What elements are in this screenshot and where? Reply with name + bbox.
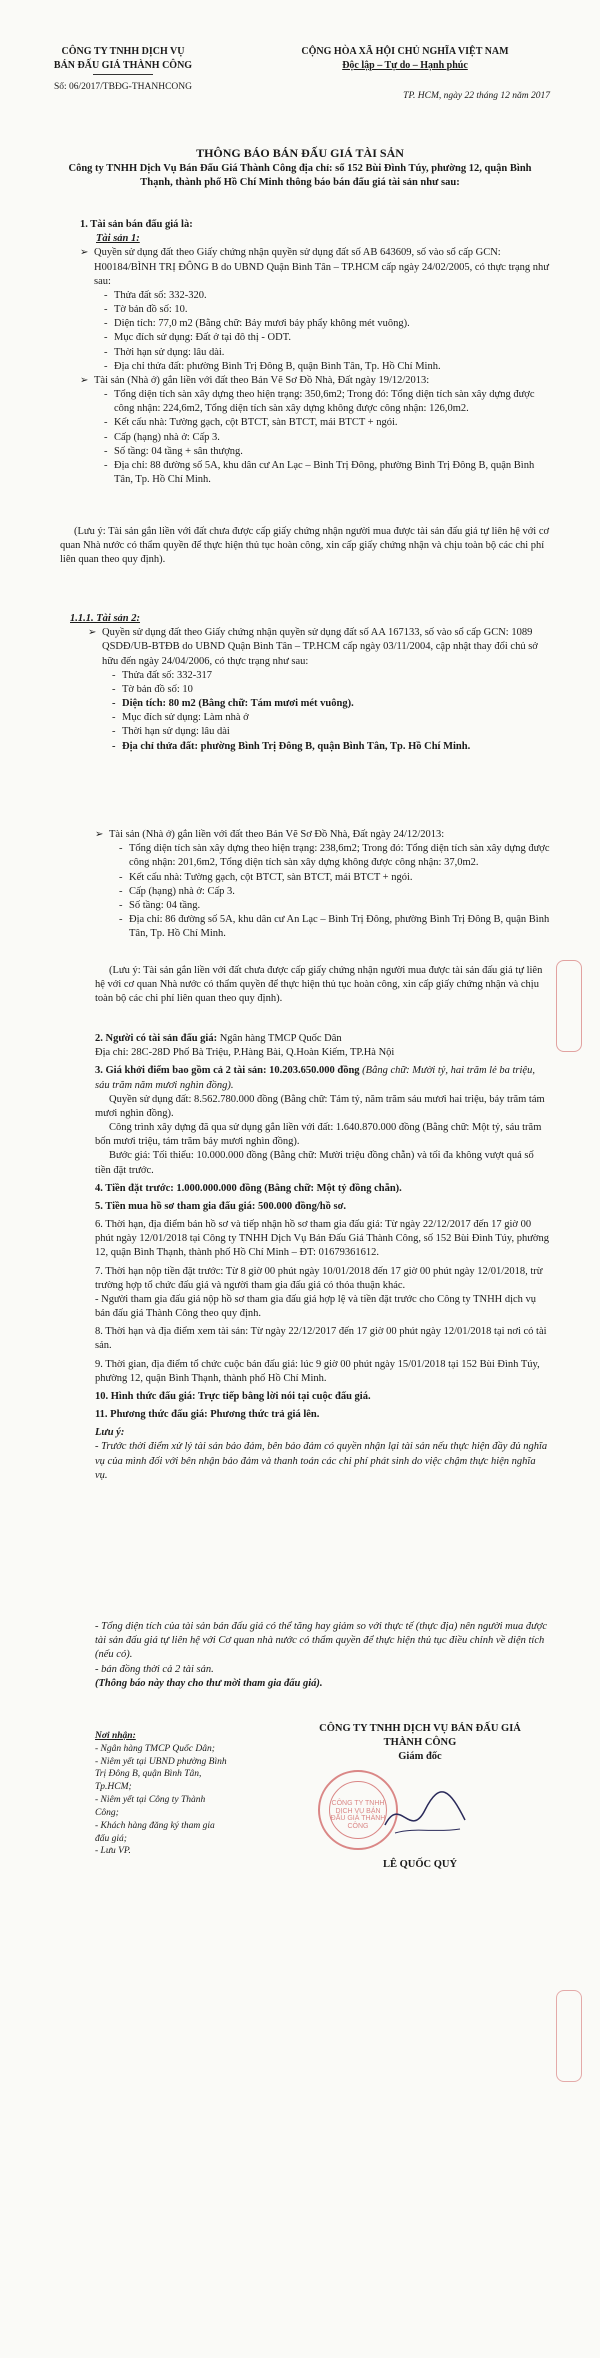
asset-2-item: - Địa chỉ thửa đất: phường Bình Trị Đông B, quận Bình Tân, Tp. Hồ Chí Minh. bbox=[110, 740, 550, 754]
asset-2-note bbox=[95, 964, 550, 1007]
section-3-label: 3. Giá khởi điểm bao gồm cả 2 tài sản: 10.203.650.000 đồng bbox=[95, 1065, 360, 1077]
asset-2-house: ➢ Tài sản (Nhà ở) gắn liền với đất theo Bản Vẽ Sơ Đồ Nhà, Đất ngày 24/12/2013: bbox=[95, 828, 550, 842]
asset-2-house-item: - Tổng diện tích sàn xây dựng theo hiện trạng: 238,6m2; Trong đó: Tổng diện tích sàn xây dựng được công nhận: 201,6m2, Tổng diện tích sàn xây dựng không được công nhận: 37,0m2. bbox=[117, 842, 550, 870]
asset-2-house-item: - Số tầng: 04 tầng. bbox=[117, 899, 550, 913]
section-2-address: Địa chỉ: 28C-28D Phố Bà Triệu, P.Hàng Bài, Q.Hoàn Kiếm, TP.Hà Nội bbox=[95, 1047, 395, 1059]
section-8: 8. Thời hạn và địa điểm xem tài sản: Từ ngày 22/12/2017 đến 17 giờ 00 phút ngày 12/01/2018 tại nơi có tài sản. bbox=[95, 1326, 547, 1352]
sections-2-11 bbox=[95, 1032, 550, 1483]
asset-2-house-item: - Cấp (hạng) nhà ở: Cấp 3. bbox=[117, 885, 550, 899]
side-stamp-icon bbox=[556, 960, 582, 1052]
notes-item: - Tổng diện tích của tài sản bán đấu giá có thể tăng hay giảm so với thực tế (thực địa) nên người mua được tài sản đấu giá tự liên hệ với Cơ quan nhà nước có thẩm quyền để thực hiện thủ tục điều chỉnh về diện tích (nếu có). bbox=[95, 1621, 548, 1661]
section-3-step: Bước giá: Tối thiểu: 10.000.000 đồng (Bằng chữ: Mười triệu đồng chẵn) và tối đa không vượt quá số tiền đặt trước. bbox=[95, 1150, 534, 1176]
side-stamp-icon bbox=[556, 1990, 582, 2082]
asset-1-house-item: - Số tầng: 04 tầng + sân thượng. bbox=[102, 445, 550, 459]
asset-1-label: Tài sản 1: bbox=[96, 233, 140, 245]
asset-1-house-item: - Cấp (hạng) nhà ở: Cấp 3. bbox=[102, 431, 550, 445]
notes-item: - bán đồng thời cả 2 tài sản. bbox=[95, 1663, 214, 1675]
signature-block bbox=[300, 1722, 540, 1765]
asset-1-item: - Thửa đất số: 332-320. bbox=[102, 289, 550, 303]
section-9: 9. Thời gian, địa điểm tổ chức cuộc bán đấu giá: lúc 9 giờ 00 phút ngày 15/01/2018 tại 152 Bùi Đình Túy, phường 12, quận Bình Thạnh, thành phố Hồ Chí Minh. bbox=[95, 1358, 540, 1384]
recipients-heading: Nơi nhận: bbox=[95, 1731, 136, 1741]
section-3-land: Quyền sử dụng đất: 8.562.780.000 đồng (Bằng chữ: Tám tỷ, năm trăm sáu mươi hai triệu, bảy trăm tám mươi nghìn đồng). bbox=[95, 1093, 545, 1119]
asset-2-item: - Thửa đất số: 332-317 bbox=[110, 669, 550, 683]
asset-1-item: - Diện tích: 77,0 m2 (Bằng chữ: Bảy mươi bảy phẩy không mét vuông). bbox=[102, 317, 550, 331]
asset-2-label: 1.1.1. Tài sản 2: bbox=[70, 613, 141, 624]
section-1 bbox=[80, 218, 550, 487]
asset-1-house-item: - Tổng diện tích sàn xây dựng theo hiện trạng: 350,6m2; Trong đó: Tổng diện tích sàn xây dựng được công nhận: 224,6m2, Tổng diện tích sàn xây dựng không được công nhận: 126,0m2. bbox=[102, 388, 550, 416]
doc-number: Số: 06/2017/TBĐG-THANHCONG bbox=[53, 82, 192, 92]
asset-2-item: - Tờ bản đồ số: 10 bbox=[110, 683, 550, 697]
document-title: THÔNG BÁO BÁN ĐẤU GIÁ TÀI SẢN bbox=[196, 146, 404, 160]
nation-title: CỘNG HÒA XÃ HỘI CHỦ NGHĨA VIỆT NAM bbox=[301, 46, 509, 57]
doc-date: TP. HCM, ngày 22 tháng 12 năm 2017 bbox=[403, 91, 550, 101]
signer-name: LÊ QUỐC QUÝ bbox=[382, 1859, 458, 1870]
section-2-value: Ngân hàng TMCP Quốc Dân bbox=[217, 1033, 342, 1044]
asset-2-item: - Mục đích sử dụng: Làm nhà ở bbox=[110, 711, 550, 725]
recipient-item: - Ngân hàng TMCP Quốc Dân; bbox=[95, 1743, 215, 1754]
asset-2-item: - Diện tích: 80 m2 (Bằng chữ: Tám mươi mét vuông). bbox=[110, 697, 550, 711]
asset-2-house-item: - Kết cấu nhà: Tường gạch, cột BTCT, sàn BTCT, mái BTCT + ngói. bbox=[117, 871, 550, 885]
asset-2 bbox=[70, 612, 550, 754]
asset-2-house-block bbox=[95, 828, 550, 941]
note-text: (Lưu ý: Tài sản gắn liền với đất chưa được cấp giấy chứng nhận người mua được tài sản đấu giá tự liên hệ với cơ quan Nhà nước có thẩm quyền để thực hiện thủ tục hoàn công, xin cấp giấy chứng nhận và chịu toàn bộ các chi phí liên quan theo quy định). bbox=[60, 526, 550, 566]
section-5: 5. Tiền mua hồ sơ tham gia đấu giá: 500.000 đồng/hồ sơ. bbox=[95, 1200, 347, 1212]
signature-company: CÔNG TY TNHH DỊCH VỤ BÁN ĐẤU GIÁ THÀNH CÔNG bbox=[319, 1723, 521, 1749]
section-3-works: Công trình xây dựng đã qua sử dụng gắn liền với đất: 1.640.870.000 đồng (Bằng chữ: Một tỷ, sáu trăm bốn mươi triệu, tám trăm bảy mươi nghìn đồng). bbox=[95, 1122, 542, 1148]
nation-motto: Độc lập – Tự do – Hạnh phúc bbox=[342, 59, 468, 71]
notes-extra bbox=[95, 1620, 550, 1691]
recipient-item: - Niêm yết tại UBND phường Bình Trị Đông B, quận Bình Tân, Tp.HCM; bbox=[95, 1756, 227, 1793]
asset-1-description: ➢ Quyền sử dụng đất theo Giấy chứng nhận quyền sử dụng đất số AB 643609, số vào sổ cấp GCN: H00184/BÌNH TRỊ ĐÔNG B do UBND Quận Bình Tân – TP.HCM cấp ngày 24/02/2005, có thực trạng như sau: bbox=[80, 246, 550, 289]
asset-2-house-item: - Địa chỉ: 86 đường số 5A, khu dân cư An Lạc – Bình Trị Đông, phường Bình Trị Đông B, quận Bình Tân, Tp. Hồ Chí Minh. bbox=[117, 913, 550, 941]
recipients bbox=[95, 1730, 230, 1858]
asset-1-item: - Địa chỉ thửa đất: phường Bình Trị Đông B, quận Bình Tân, Tp. Hồ Chí Minh. bbox=[102, 360, 550, 374]
header-divider bbox=[93, 74, 153, 75]
asset-1-house: ➢ Tài sản (Nhà ở) gắn liền với đất theo Bản Vẽ Sơ Đồ Nhà, Đất ngày 19/12/2013: bbox=[80, 374, 550, 388]
asset-2-description: ➢ Quyền sử dụng đất theo Giấy chứng nhận quyền sử dụng đất số AA 167133, số vào sổ cấp GCN: 1089 QSDĐ/UB-BTĐB do UBND Quận Bình Tân – TP.HCM cấp ngày 03/11/2004, cập nhật thay đổi chủ sở hữu đến ngày 24/04/2006, có thực trạng như sau: bbox=[88, 626, 550, 669]
recipient-item: - Khách hàng đăng ký tham gia đấu giá; bbox=[95, 1820, 215, 1844]
section-6: 6. Thời hạn, địa điểm bán hồ sơ và tiếp nhận hồ sơ tham gia đấu giá: Từ ngày 22/12/2017 đến 17 giờ 00 phút ngày 12/01/2018 tại Công ty TNHH Dịch Vụ Bán Đấu Giá Thành Công, số 152 Bùi Đình Túy, phường 12, quận Bình Thạnh, thành phố Hồ Chí Minh – ĐT: 01679361612. bbox=[95, 1219, 549, 1259]
notes-heading: Lưu ý: bbox=[95, 1427, 125, 1439]
section-3-words: (Bằng chữ: Mười tỷ, hai trăm lẻ ba triệu, sáu trăm năm mươi nghìn đồng). bbox=[95, 1065, 535, 1091]
section-11: 11. Phương thức đấu giá: Phương thức trả giá lên. bbox=[95, 1409, 320, 1421]
intro-paragraph: Công ty TNHH Dịch Vụ Bán Đấu Giá Thành Công địa chỉ: số 152 Bùi Đình Túy, phường 12, quận Bình Thạnh, thành phố Hồ Chí Minh thông báo bán đấu giá tài sản như sau: bbox=[68, 163, 532, 189]
asset-1-item: - Tờ bản đồ số: 10. bbox=[102, 303, 550, 317]
asset-1-note bbox=[60, 525, 550, 568]
seal-text: CÔNG TY TNHH DỊCH VỤ BÁN ĐẤU GIÁ THÀNH CÔNG bbox=[330, 1800, 386, 1831]
header-company bbox=[38, 45, 208, 94]
company-line1: CÔNG TY TNHH DỊCH VỤ bbox=[61, 46, 185, 57]
section-10: 10. Hình thức đấu giá: Trực tiếp bằng lời nói tại cuộc đấu giá. bbox=[95, 1390, 371, 1402]
asset-1-item: - Mục đích sử dụng: Đất ở tại đô thị - ODT. bbox=[102, 331, 550, 345]
signature-role: Giám đốc bbox=[398, 1751, 442, 1763]
section-2-label: 2. Người có tài sản đấu giá: bbox=[95, 1033, 218, 1044]
asset-2-item: - Thời hạn sử dụng: lâu dài bbox=[110, 725, 550, 739]
section-3 bbox=[95, 1064, 550, 1092]
signature-scribble-icon bbox=[380, 1785, 470, 1845]
section-7: 7. Thời hạn nộp tiền đặt trước: Từ 8 giờ 00 phút ngày 10/01/2018 đến 17 giờ 00 phút ngày 12/01/2018, trừ trường hợp tổ chức đấu giá và người tham gia đấu giá có thỏa thuận khác. bbox=[95, 1265, 543, 1291]
recipient-item: - Lưu VP. bbox=[95, 1846, 131, 1857]
asset-1-house-item: - Địa chỉ: 88 đường số 5A, khu dân cư An Lạc – Bình Trị Đông, phường Bình Trị Đông B, quận Bình Tân, Tp. Hồ Chí Minh. bbox=[102, 459, 550, 487]
notes-closing: (Thông báo này thay cho thư mời tham gia đấu giá). bbox=[95, 1677, 323, 1689]
section-1-heading: 1. Tài sản bán đấu giá là: bbox=[80, 219, 193, 230]
section-4: 4. Tiền đặt trước: 1.000.000.000 đồng (Bằng chữ: Một tỷ đồng chẵn). bbox=[95, 1182, 402, 1194]
company-line2: BÁN ĐẤU GIÁ THÀNH CÔNG bbox=[53, 59, 193, 71]
header-nation bbox=[240, 45, 570, 103]
note-text: (Lưu ý: Tài sản gắn liền với đất chưa được cấp giấy chứng nhận người mua được tài sản đấu giá tự liên hệ với cơ quan Nhà nước có thẩm quyền để thực hiện thủ tục hoàn công, xin cấp giấy chứng nhận và chịu toàn bộ các chi phí liên quan theo quy định). bbox=[95, 965, 543, 1005]
asset-1-house-item: - Kết cấu nhà: Tường gạch, cột BTCT, sàn BTCT, mái BTCT + ngói. bbox=[102, 416, 550, 430]
notes-item: - Trước thời điểm xử lý tài sản bảo đảm, bên bảo đảm có quyền nhận lại tài sản nếu thực hiện đầy đủ nghĩa vụ của mình đối với bên nhận bảo đảm và thanh toán các chi phí phát sinh do việc chậm thực hiện nghĩa vụ. bbox=[95, 1441, 548, 1481]
recipient-item: - Niêm yết tại Công ty Thành Công; bbox=[95, 1795, 206, 1818]
section-2 bbox=[95, 1032, 550, 1046]
asset-1-item: - Thời hạn sử dụng: lâu dài. bbox=[102, 346, 550, 360]
section-7-extra: - Người tham gia đấu giá nộp hồ sơ tham gia đấu giá hợp lệ và tiền đặt trước cho Công ty TNHH dịch vụ bán đấu giá Thành Công theo quy định. bbox=[95, 1293, 537, 1320]
